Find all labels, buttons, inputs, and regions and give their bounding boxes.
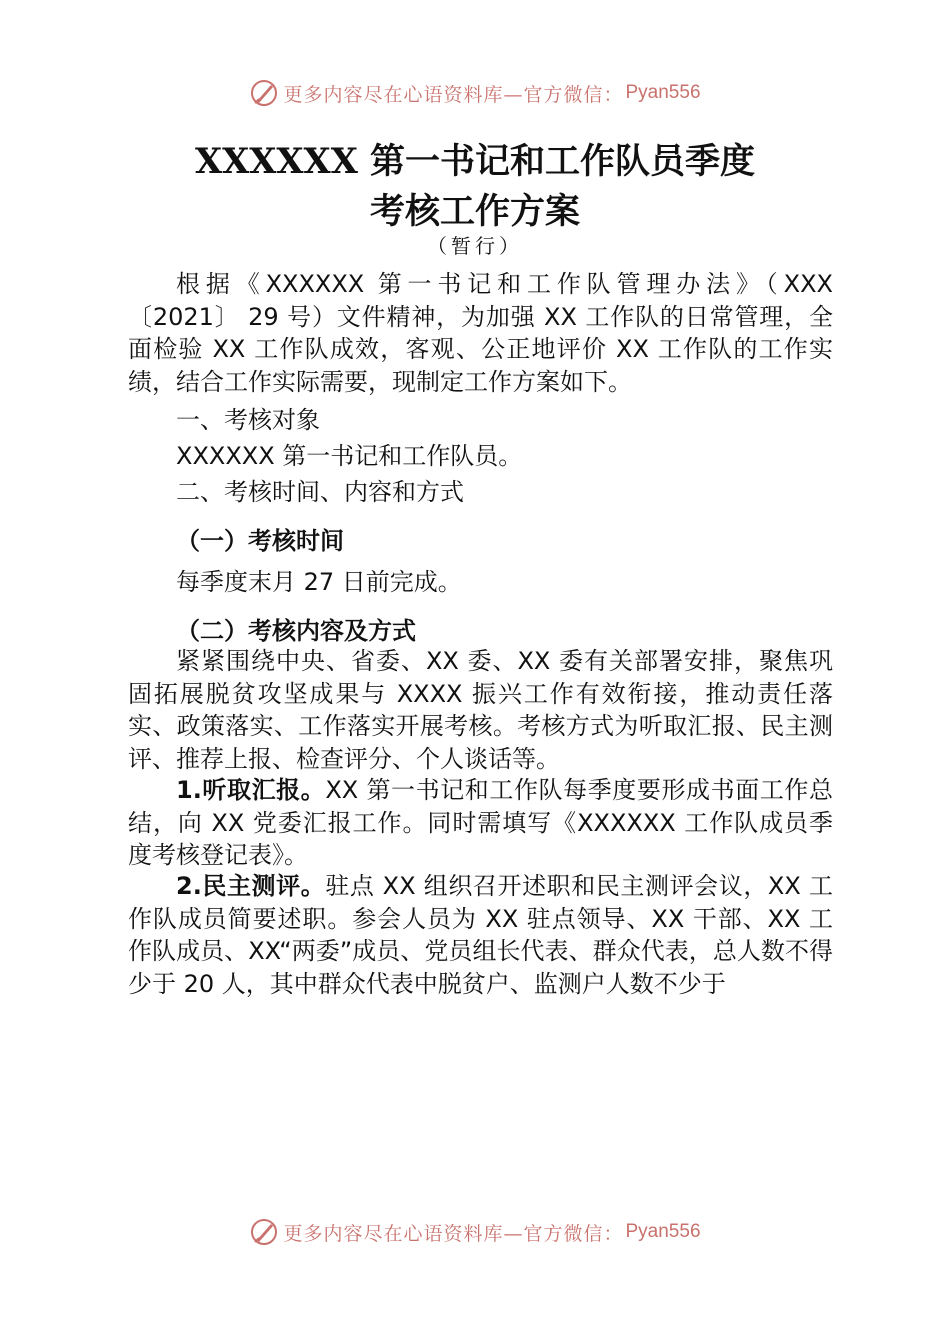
section2-heading: 二、考核时间、内容和方式 — [176, 478, 464, 506]
watermark-text: 更多内容尽在心语资料库—官方微信： — [283, 83, 624, 106]
document-title-line2: 考核工作方案 — [369, 191, 580, 232]
subsection-time-content: 每季度末月 27 日前完成。 — [176, 568, 462, 596]
watermark-wechat-id: Pyan556 — [625, 82, 701, 103]
watermark-wechat-id: Pyan556 — [625, 1221, 701, 1242]
item1-lead: 1.听取汇报。 — [176, 776, 326, 804]
intro-paragraph: 根据《XXXXXX 第一书记和工作队管理办法》（XXX〔2021〕 29 号）文件精神，为加强 XX 工作队的日常管理，全面检验 XX 工作队成效，客观、公正地评价 XX 工作队的工作实绩，结合工作实际需要，现制定工作方案如下。 — [128, 270, 833, 396]
watermark-bottom — [0, 1215, 950, 1249]
item2-lead: 2.民主测评。 — [176, 872, 326, 900]
subsection-content-heading: （二）考核内容及方式 — [176, 617, 416, 645]
item2-paragraph — [128, 870, 833, 1000]
watermark-top — [0, 76, 950, 110]
watermark-text: 更多内容尽在心语资料库—官方微信： — [283, 1222, 624, 1245]
item1-text: XX 第一书记和工作队每季度要形成书面工作总结，向 XX 党委汇报工作。同时需填写《XXXXXX 工作队成员季度考核登记表》。 — [128, 776, 833, 869]
quill-logo-icon — [249, 78, 279, 108]
document-subtitle: （暂行） — [427, 234, 523, 258]
section1-content: XXXXXX 第一书记和工作队员。 — [176, 442, 523, 470]
section1-heading: 一、考核对象 — [176, 406, 320, 434]
quill-logo-icon — [249, 1217, 279, 1247]
subsection-content-paragraph: 紧紧围绕中央、省委、XX 委、XX 委有关部署安排，聚焦巩固拓展脱贫攻坚成果与 XXXX 振兴工作有效衔接，推动责任落实、政策落实、工作落实开展考核。考核方式为听取汇报、民主测评、推荐上报、检查评分、个人谈话等。 — [128, 647, 833, 773]
subsection-time-heading: （一）考核时间 — [176, 527, 344, 555]
item2-text: 驻点 XX 组织召开述职和民主测评会议，XX 工作队成员简要述职。参会人员为 XX 驻点领导、XX 干部、XX 工作队成员、XX“两委”成员、党员组长代表、群众代表，总人数不得少于 20 人，其中群众代表中脱贫户、监测户人数不少于 — [128, 872, 833, 998]
item1-paragraph — [128, 774, 833, 872]
document-title-line1: XXXXXX 第一书记和工作队员季度 — [194, 141, 756, 182]
